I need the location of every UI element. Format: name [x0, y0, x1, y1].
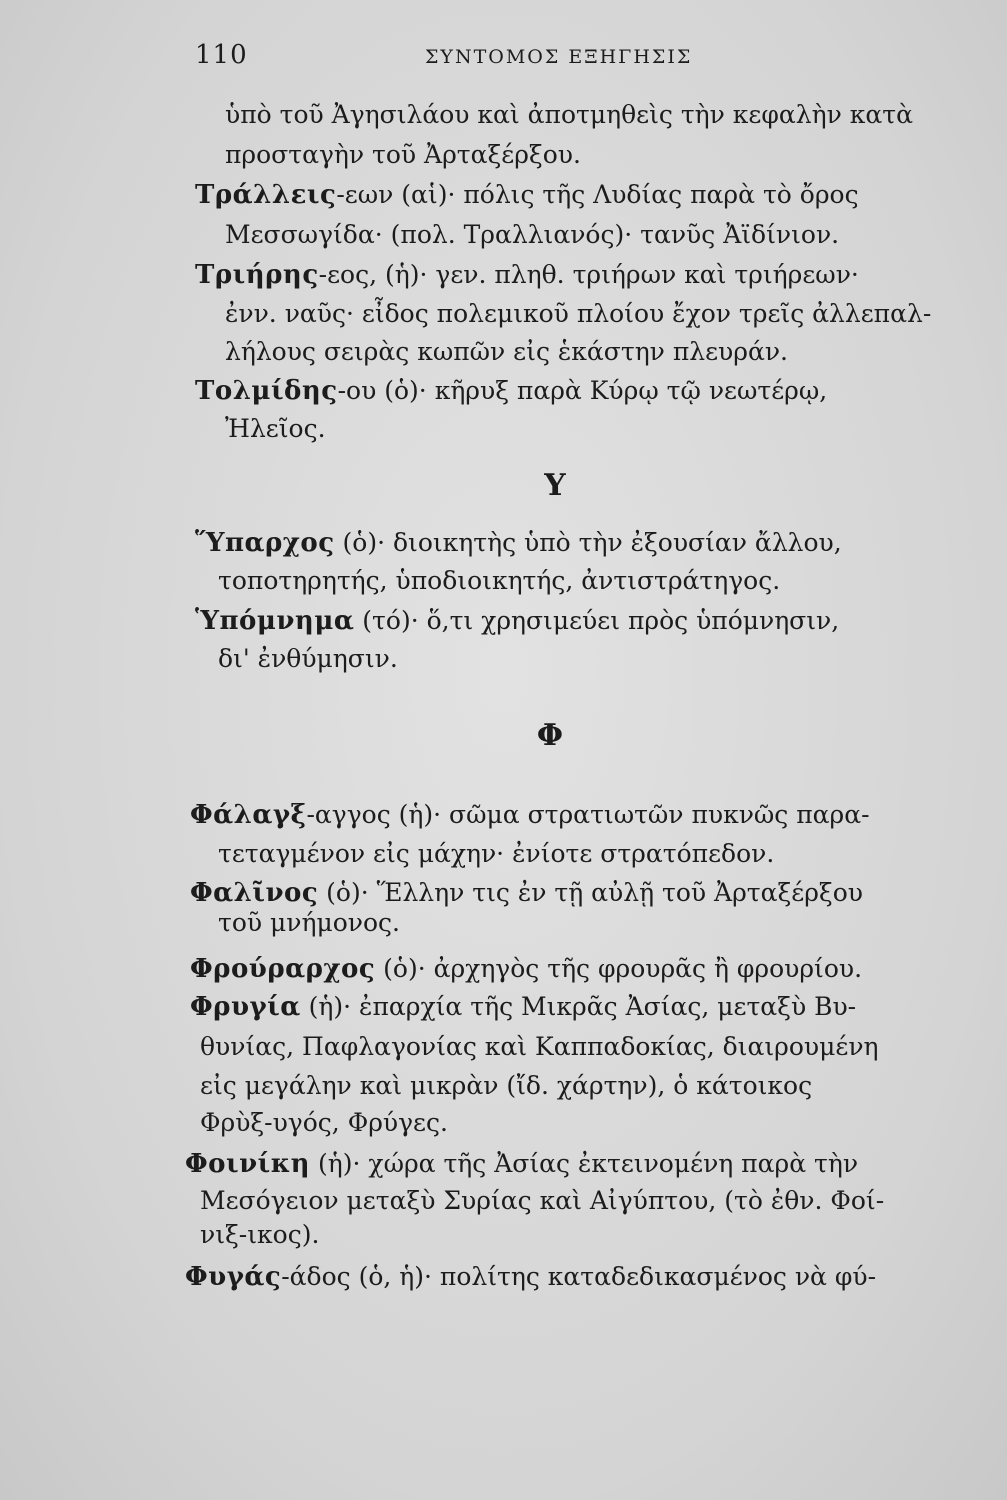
- headword: Φάλαγξ: [190, 800, 307, 830]
- headword: Τριήρης: [195, 260, 319, 290]
- page-header: [195, 40, 925, 80]
- text-line: δι' ἐνθύμησιν.: [218, 644, 398, 673]
- headword: Τράλλεις: [195, 180, 337, 210]
- entry-line: Φάλαγξ-αγγος (ἡ)· σῶμα στρατιωτῶν πυκνῶς παρα-: [190, 800, 870, 830]
- entry-line: Φαλῖνος (ὁ)· Ἕλλην τις ἐν τῇ αὐλῇ τοῦ Ἀρταξέρξου: [190, 878, 863, 908]
- text-line: ὑπὸ τοῦ Ἀγησιλάου καὶ ἀποτμηθεὶς τὴν κεφαλὴν κατὰ: [225, 100, 913, 129]
- text-line: Φρὺξ-υγός, Φρύγες.: [200, 1108, 448, 1137]
- headword: Τολμίδης: [195, 376, 338, 406]
- text-line: λήλους σειρὰς κωπῶν εἰς ἑκάστην πλευράν.: [225, 337, 788, 366]
- text-line: τοῦ μνήμονος.: [218, 908, 400, 937]
- entry-line: Ὕπαρχος (ὁ)· διοικητὴς ὑπὸ τὴν ἐξουσίαν ἄλλου,: [195, 528, 842, 558]
- entry-line: Φρούραρχος (ὁ)· ἀρχηγὸς τῆς φρουρᾶς ἢ φρουρίου.: [190, 954, 863, 984]
- text-line: προσταγὴν τοῦ Ἀρταξέρξου.: [225, 140, 581, 169]
- text-line: τοποτηρητής, ὑποδιοικητής, ἀντιστράτηγος.: [218, 566, 781, 595]
- text-line: νιξ-ικος).: [200, 1220, 320, 1249]
- headword: Ὑπόμνημα: [195, 606, 355, 636]
- headword: Φρούραρχος: [190, 954, 376, 984]
- entry-line: Τολμίδης-ου (ὁ)· κῆρυξ παρὰ Κύρῳ τῷ νεωτέρῳ,: [195, 376, 828, 406]
- entry-line: Φυγάς-άδος (ὁ, ἡ)· πολίτης καταδεδικασμένος νὰ φύ-: [185, 1262, 877, 1292]
- text-line: Μεσόγειον μεταξὺ Συρίας καὶ Αἰγύπτου, (τὸ ἐθν. Φοί-: [200, 1186, 885, 1215]
- entry-line: Φοινίκη (ἡ)· χώρα τῆς Ἀσίας ἐκτεινομένη παρὰ τὴν: [185, 1149, 859, 1179]
- headword: Φοινίκη: [185, 1149, 311, 1179]
- section-letter-upsilon: Υ: [544, 468, 566, 503]
- text-line: εἰς μεγάλην καὶ μικρὰν (ἴδ. χάρτην), ὁ κάτοικος: [200, 1071, 813, 1100]
- entry-line: Τριήρης-εος, (ἡ)· γεν. πληθ. τριήρων καὶ τριήρεων·: [195, 260, 859, 290]
- text-line: Ἠλεῖος.: [225, 414, 326, 443]
- headword: Φρυγία: [190, 992, 301, 1022]
- entry-line: Τράλλεις-εων (αἱ)· πόλις τῆς Λυδίας παρὰ τὸ ὄρος: [195, 180, 859, 210]
- running-title: ΣΥΝΤΟΜΟΣ ΕΞΗΓΗΣΙΣ: [425, 46, 693, 68]
- text-line: ἐνν. ναῦς· εἶδος πολεμικοῦ πλοίου ἔχον τρεῖς ἀλλεπαλ-: [225, 299, 932, 328]
- entry-line: Ὑπόμνημα (τό)· ὅ,τι χρησιμεύει πρὸς ὑπόμνησιν,: [195, 606, 840, 636]
- headword: Ὕπαρχος: [195, 528, 335, 558]
- headword: Φυγάς: [185, 1262, 282, 1292]
- section-letter-phi: Φ: [536, 718, 564, 753]
- text-line: τεταγμένον εἰς μάχην· ἐνίοτε στρατόπεδον.: [218, 839, 775, 868]
- entry-line: Φρυγία (ἡ)· ἐπαρχία τῆς Μικρᾶς Ἀσίας, μεταξὺ Βυ-: [190, 992, 857, 1022]
- text-line: Μεσσωγίδα· (πολ. Τραλλιανός)· τανῦς Ἀϊδίνιον.: [225, 220, 840, 249]
- page-number: 110: [195, 40, 248, 70]
- headword: Φαλῖνος: [190, 878, 319, 908]
- text-line: θυνίας, Παφλαγονίας καὶ Καππαδοκίας, διαιρουμένη: [200, 1032, 879, 1061]
